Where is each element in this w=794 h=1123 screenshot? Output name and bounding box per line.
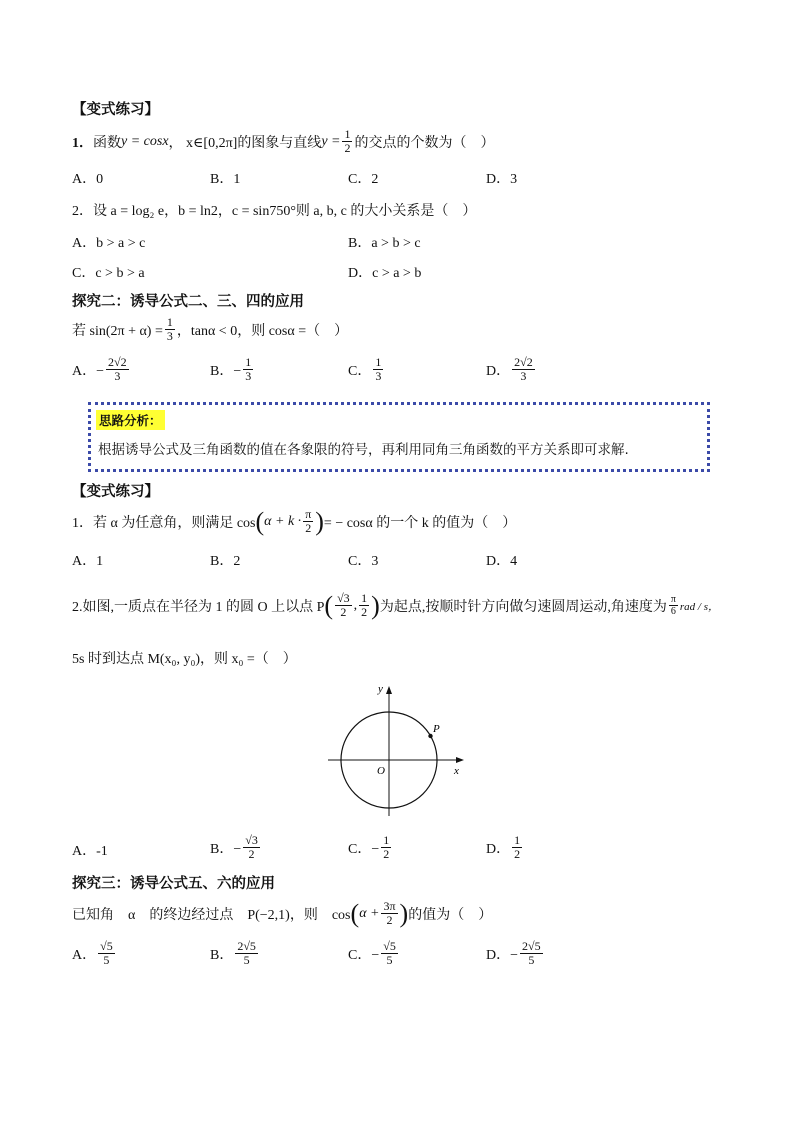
q6-option-d[interactable] [486,940,545,967]
q5-omega-unit: rad / s， [679,600,720,613]
q5-opt-d-frac [512,834,522,861]
q3-opt-c-label: C． [348,363,372,379]
q3-opt-c-num: 1 [375,355,382,369]
point-p-label: P [433,723,440,735]
q5-opt-b-den: 2 [248,847,255,861]
q3-opt-c-den: 3 [375,369,382,383]
q3-option-b[interactable] [210,356,255,383]
q3-opt-d-num: 2√2 [514,355,533,369]
section-heading-practice-2: 【变式练习】 [72,484,159,500]
q6-opt-a-den: 5 [103,953,110,967]
section-heading-practice-1: 【变式练习】 [72,102,159,118]
q3-frac-num: 1 [166,315,173,329]
q3-pre: 若 sin(2π + α) = [72,323,163,339]
q6-opt-b-label: B． [210,947,234,963]
q5-opt-d-num: 1 [514,833,521,847]
q6-opt-c-label: C．− [348,947,380,963]
question-6 [72,900,492,927]
q2-option-b[interactable]: B．a > b > c [348,236,421,251]
q5-opt-c-den: 2 [383,847,390,861]
q3-option-d[interactable] [486,356,537,383]
analysis-box [88,402,710,472]
q5-option-a[interactable]: A．-1 [72,844,108,859]
q5-comma: , [353,597,358,613]
q4-fraction [303,508,313,535]
q3-opt-b-label: B．− [210,363,242,379]
question-4 [72,508,516,535]
q3-post: ，tanα < 0，则 cosα =（ ） [176,323,349,339]
q1-mid: 的图象与直线 [237,135,322,151]
q6-pre: 已知角 α 的终边经过点 P(−2,1)，则 cos [72,907,351,923]
q3-opt-b-frac [243,356,253,383]
q3-opt-b-num: 1 [245,355,252,369]
q4-option-b[interactable]: B．2 [210,554,241,569]
q1-frac-num: 1 [344,127,351,141]
q5-opt-c-frac [381,834,391,861]
q1-option-c[interactable]: C．2 [348,172,379,187]
question-3 [72,316,348,343]
q3-frac-den: 3 [166,329,173,343]
question-5 [72,592,719,619]
q3-opt-a-num: 2√2 [108,355,127,369]
q4-post: = − cosα 的一个 k 的值为（ ） [323,515,517,531]
q5-frac-1 [335,592,352,619]
q4-option-a[interactable]: A．1 [72,554,104,569]
q5-option-d[interactable] [486,834,524,861]
q6-option-a[interactable] [72,940,117,967]
q5-opt-d-label: D． [486,841,511,857]
q5-paren-right: ) [371,590,380,620]
q3-opt-b-den: 3 [245,369,252,383]
analysis-text: 根据诱导公式及三角函数的值在各象限的符号，再利用同角三角函数的平方关系即可求解. [98,442,629,458]
q1-option-d[interactable]: D．3 [486,172,518,187]
x-axis-arrow-icon [456,757,464,763]
q6-opt-d-frac [520,940,543,967]
q3-opt-d-frac [512,356,535,383]
y-axis-arrow-icon [386,686,392,694]
q5-opt-c-num: 1 [383,833,390,847]
q6-opt-c-frac [381,940,398,967]
q3-option-a[interactable] [72,356,131,383]
q5-frac-2-num: 1 [361,591,368,605]
x-axis-label: x [454,765,459,777]
analysis-label: 思路分析： [96,410,165,430]
q5-frac-2 [359,592,369,619]
q6-post: 的值为（ ） [408,907,493,923]
q6-fraction [381,900,397,927]
q6-opt-a-label: A． [72,947,97,963]
q1-option-b[interactable]: B．1 [210,172,241,187]
q1-pre: 函数 [93,135,121,151]
q5-opt-b-label: B．− [210,841,242,857]
q6-opt-b-frac [235,940,258,967]
section-heading-explore-3: 探究三：诱导公式五、六的应用 [72,876,275,892]
q6-option-c[interactable] [348,940,400,967]
q6-paren-right: ) [399,898,409,928]
q4-paren-left: ( [255,506,265,536]
q2-option-c[interactable]: C．c > b > a [72,266,145,281]
q3-option-c[interactable] [348,356,385,383]
q5-paren-left: ( [324,590,334,620]
q4-option-c[interactable]: C．3 [348,554,379,569]
q5-omega-den: 6 [670,606,676,617]
q3-opt-d-label: D． [486,363,511,379]
q1-line-lhs: y = [321,133,341,149]
q5-omega-frac [669,594,678,617]
q4-frac-num: π [305,507,312,521]
q1-option-a[interactable]: A．0 [72,172,104,187]
q6-inner: α + [359,905,380,921]
q4-frac-den: 2 [305,521,312,535]
q6-opt-b-den: 5 [243,953,250,967]
q6-option-b[interactable] [210,940,260,967]
q3-fraction [165,316,175,343]
q4-option-d[interactable]: D．4 [486,554,518,569]
q4-inner: α + k · [264,513,302,529]
q5-opt-b-num: √3 [245,833,258,847]
q5-frac-2-den: 2 [361,605,368,619]
q6-opt-a-frac [98,940,115,967]
q4-paren-right: ) [315,506,324,536]
origin-label: O [377,765,385,777]
q6-opt-c-num: √5 [383,939,396,953]
q6-opt-d-label: D．− [486,947,519,963]
q2-option-a[interactable]: A．b > a > c [72,236,146,251]
q5-frac-1-num: √3 [337,591,350,605]
question-2: 2．设 a = log₂ e，b = ln2，c = sin750°则 a, b, c 的大小关系是（ ） [72,204,477,219]
section-heading-explore-2: 探究二：诱导公式二、三、四的应用 [72,294,304,310]
q5-opt-b-frac [243,834,260,861]
q6-opt-b-num: 2√5 [237,939,256,953]
q5-option-c[interactable] [348,834,393,861]
q6-frac-den: 2 [386,913,393,927]
q3-opt-a-den: 3 [114,369,121,383]
q6-frac-num: 3π [383,899,396,913]
q3-opt-c-frac [373,356,383,383]
q1-func: y = cosx [121,133,169,149]
q3-opt-d-den: 3 [520,369,527,383]
y-axis-label: y [378,683,383,695]
q1-frac-den: 2 [344,141,351,155]
q6-opt-c-den: 5 [386,953,393,967]
q6-opt-d-num: 2√5 [522,939,541,953]
q4-pre: 1．若 α 为任意角，则满足 cos [72,515,256,531]
q5-opt-d-den: 2 [514,847,521,861]
q1-post: 的交点的个数为（ ） [354,135,495,151]
q1-fraction [342,128,352,155]
q6-paren-left: ( [350,898,360,928]
q5-mid: 为起点,按顺时针方向做匀速圆周运动,角速度为 [379,599,667,615]
question-5-line-2: 5s 时到达点 M(x₀, y₀)，则 x₀ =（ ） [72,652,297,667]
q6-opt-a-num: √5 [100,939,113,953]
q5-opt-c-label: C．− [348,841,380,857]
q2-option-d[interactable]: D．c > a > b [348,266,422,281]
q6-opt-d-den: 5 [528,953,535,967]
q1-number: 1． [72,135,93,151]
q3-opt-a-frac [106,356,129,383]
q1-domain: ， x∈[0,2π] [168,135,238,151]
q5-pre: 2.如图,一质点在半径为 1 的圆 O 上以点 P [72,599,325,615]
q5-omega-num: π [670,594,676,605]
unit-circle-figure [320,680,480,820]
q5-option-b[interactable] [210,834,262,861]
question-1 [72,128,494,155]
q3-opt-a-label: A．− [72,363,105,379]
q5-frac-1-den: 2 [340,605,347,619]
